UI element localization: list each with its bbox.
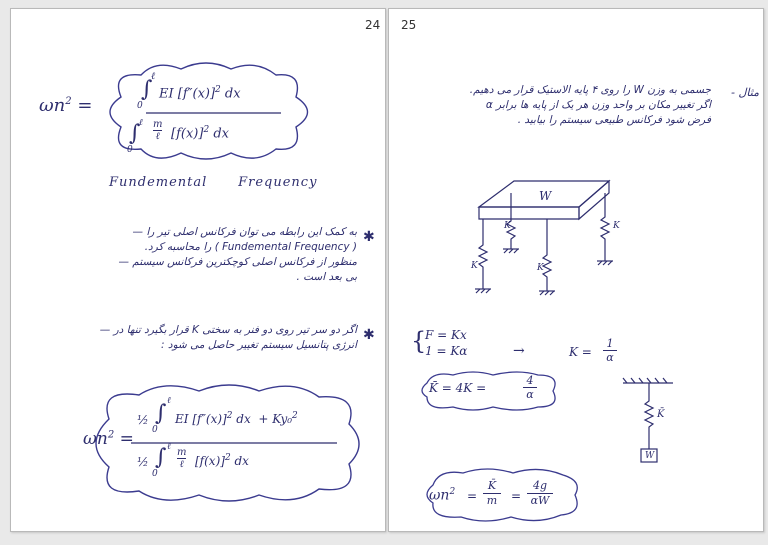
spring-label-4: K: [613, 221, 620, 231]
omega-lhs: $\omega n^2$ =: [39, 95, 93, 116]
den-upper-limit: ℓ: [139, 118, 143, 128]
k-numerator: 1: [606, 337, 614, 350]
final-fraction-2-den: αW: [527, 493, 553, 508]
system-brace: {: [411, 327, 427, 355]
kbar-numerator: 4: [526, 374, 534, 387]
bullet-2-line-2: انرژی پتانسیل سیستم تغییر حاصل می شود :: [161, 339, 357, 351]
numerator2-term: EI [f″(x)]: [175, 412, 227, 426]
den2-upper-limit: ℓ: [167, 442, 171, 452]
bullet-1-text: [31, 225, 357, 285]
bullet-1-line-2: ( Fundemental Frequency ) را محاسبه کرد.: [144, 241, 357, 253]
mass-block-front: [479, 207, 579, 219]
system-equations: [425, 327, 467, 359]
spring-energy-exponent: 2: [292, 411, 298, 421]
den-lower-limit: 0: [127, 145, 133, 155]
omega-exponent: 2: [65, 96, 72, 107]
num2-lower-limit: 0: [152, 425, 158, 435]
final-equals-2: =: [511, 489, 522, 503]
num2-integral-sign: ∫: [155, 401, 167, 426]
numerator-exponent: 2: [215, 85, 221, 95]
final-fraction-1: [483, 479, 501, 508]
right-page: [388, 8, 764, 532]
kbar-fraction: [523, 374, 537, 401]
kbar-denominator: α: [523, 387, 537, 401]
den-frac-top: m: [153, 119, 163, 130]
den2-frac-bottom: ℓ: [177, 458, 186, 470]
den-mass-fraction: [153, 119, 162, 142]
den2-half: ½: [137, 455, 149, 469]
den2-frac-top: m: [177, 447, 187, 458]
equation-force: F = Kx: [425, 328, 467, 342]
final-fraction-2: [527, 479, 553, 508]
bullet-asterisk-2: ✱: [363, 327, 375, 343]
spring-energy-term: + Ky₀: [258, 412, 293, 426]
formula-cloud-1: [81, 57, 321, 167]
numerator2-exponent: 2: [226, 411, 233, 421]
den-frac-bottom: ℓ: [153, 130, 162, 142]
spring-label-2: K: [537, 263, 544, 273]
bullet-1-line-1: به کمک این رابطه می توان فرکانس اصلی تیر را —: [132, 226, 357, 238]
denominator2-dx: dx: [234, 454, 249, 468]
spring-label-3: K: [504, 221, 511, 231]
numerator-expression: [159, 85, 241, 101]
mass-label: W: [539, 189, 552, 203]
equation-unit: 1 = Kα: [425, 344, 468, 358]
den-integral-sign: ∫: [129, 121, 141, 146]
omega2-symbol: ωn: [83, 429, 108, 449]
hanging-mass-label: W: [645, 451, 655, 461]
numerator-dx: dx: [224, 86, 241, 102]
bullet-asterisk-1: ✱: [363, 229, 375, 245]
numerator2-dx: dx: [236, 412, 251, 426]
spring-back-right: [601, 193, 609, 261]
final-equals-1: =: [467, 489, 478, 503]
denominator2-expression: [195, 453, 249, 468]
left-page: [10, 8, 386, 532]
bullet-2-text: [31, 323, 357, 353]
final-fraction-1-num: K̄: [487, 479, 497, 492]
den2-integral-sign: ∫: [155, 445, 167, 470]
fundamental-frequency-heading: Fundemental Frequency: [109, 175, 318, 190]
example-line-3: فرض شود فرکانس طبیعی سیستم را بیابید .: [517, 114, 711, 126]
bullet-1-line-4: بی بعد است .: [296, 271, 357, 283]
num-integral-sign: ∫: [141, 77, 153, 102]
final-fraction-2-num: 4g: [532, 479, 548, 492]
final-omega-exponent: 2: [449, 487, 456, 497]
numerator-term: EI [f″(x)]: [159, 86, 216, 102]
omega2-exponent: 2: [107, 429, 115, 441]
bullet-1-line-3: منظور از فرکانس اصلی کوچکترین فرکانس سیستم —: [118, 256, 357, 268]
num2-half: ½: [137, 413, 149, 427]
spring-label-1: K: [471, 261, 478, 271]
denominator2-exponent: 2: [224, 453, 231, 463]
bullet-2-line-1: اگر دو سر تیر روی دو فنر به سختی K قرار بگیرد تنها در —: [99, 324, 357, 336]
example-line-1: جسمی به وزن W را روی ۴ پایه الاستیک قرار می دهیم.: [469, 84, 711, 96]
denominator-term: [f(x)]: [171, 126, 204, 142]
example-label: مثال -: [730, 86, 759, 99]
example-line-2: اگر تغییر مکان بر واحد وزن هر یک از پایه ها برابر α: [485, 99, 711, 111]
den2-mass-fraction: [177, 447, 186, 470]
final-omega-symbol: ωn: [429, 487, 450, 504]
final-fraction-1-den: m: [483, 493, 501, 508]
denominator-expression: [171, 125, 229, 141]
k-lhs: K =: [569, 345, 592, 359]
final-omega: [429, 487, 455, 504]
page-number: 25: [401, 18, 417, 32]
spring-front-left: [479, 219, 487, 289]
page-number: 24: [365, 18, 381, 32]
spring-front-right: [543, 219, 551, 291]
implies-arrow: →: [513, 343, 525, 359]
den2-lower-limit: 0: [152, 469, 158, 479]
k-fraction: [603, 337, 617, 364]
denominator-dx: dx: [213, 126, 229, 142]
kbar-lhs: K̄ = 4K =: [429, 381, 487, 395]
num-upper-limit: ℓ: [151, 71, 156, 82]
example-text: [399, 83, 711, 128]
numerator2-expression: [175, 411, 298, 426]
num2-upper-limit: ℓ: [167, 396, 171, 406]
k-denominator: α: [603, 350, 617, 364]
denominator-exponent: 2: [203, 125, 210, 135]
omega-symbol: ωn: [39, 95, 66, 116]
omega2-lhs: $\omega n^2$ =: [83, 429, 134, 449]
hanging-spring-label: K̄: [657, 409, 665, 420]
num-lower-limit: 0: [137, 101, 143, 111]
denominator2-term: [f(x)]: [195, 454, 225, 468]
